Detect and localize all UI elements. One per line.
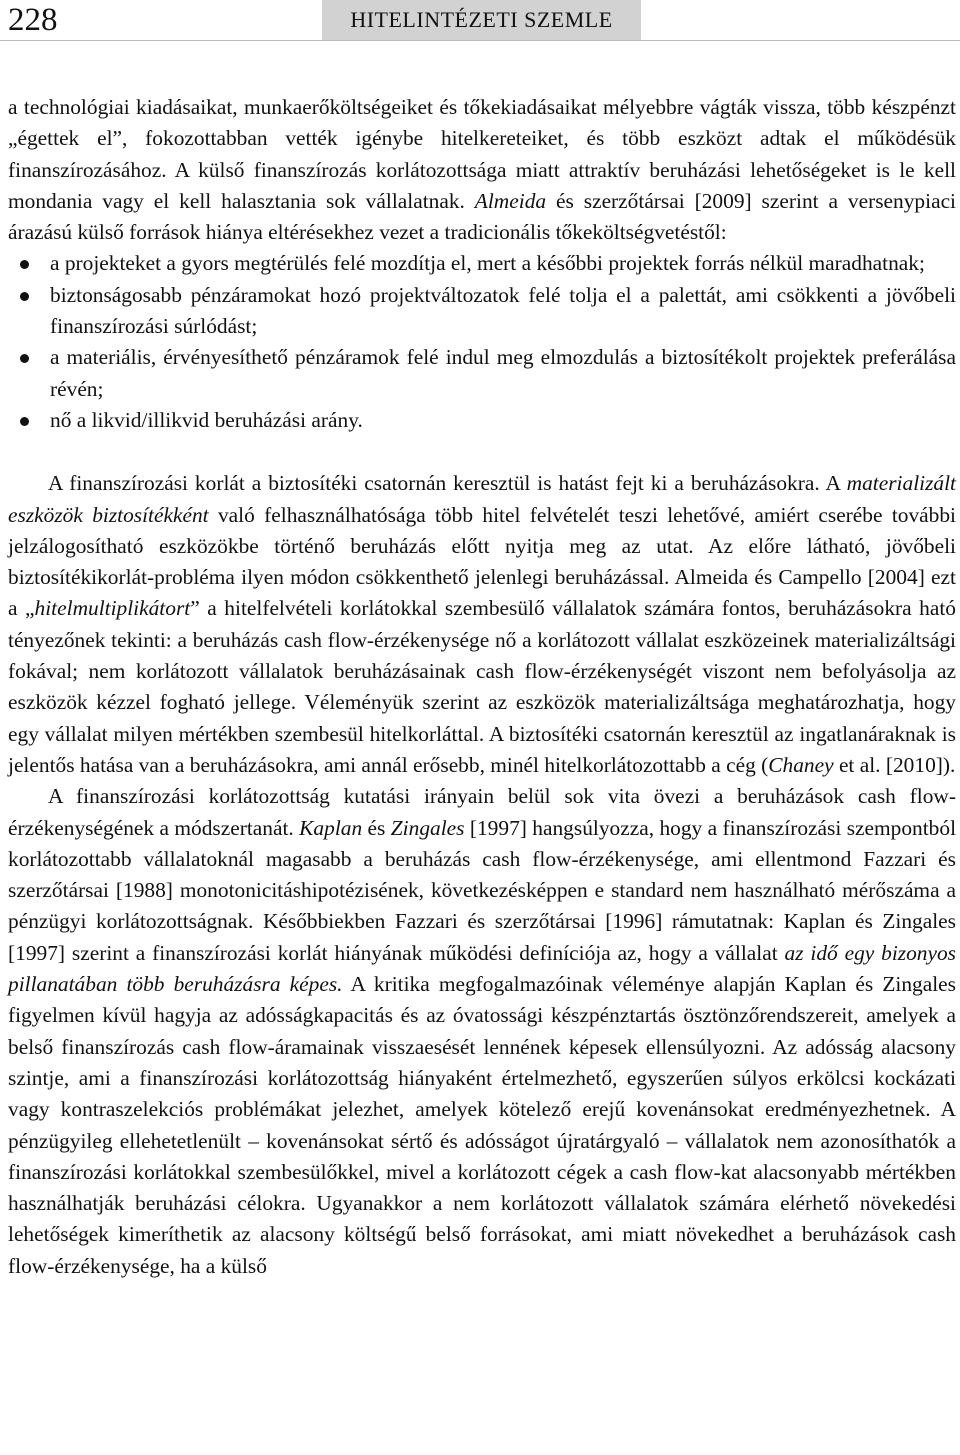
italic-run: Zingales [390,815,465,840]
text-run: [1997] hangsúlyozza, hogy a finanszírozási szempontból korlátozottabb vállalatoknál magasabb a beruházás cash flow-érzékenysége, ami ellentmond Fazzari és szerzőtársai [1988] monotonicitáshipotézisének, következésképpen e standard nem használható mérőszáma a pénzügyi korlátozottságnak. Későbbiekben Fazzari és szerzőtársai [1996] rámutatnak: Kaplan és Zingales [1997] szerint a finanszírozási korlát hiányának működési definíciója az, hogy a vállalat [8,815,957,965]
list-item [8,342,956,405]
paragraph-collateral-channel [8,468,956,781]
text-run: A kritika megfogalmazóinak véleménye alapján Kaplan és Zingales figyelmen kívül hagyja az adósságkapacitás és az óvatossági készpénztartás ösztönzőrendszereit, amelyek a belső finanszírozás cash flow-áramainak visszaesését lennének képesek ellensúlyozni. Az adósság alacsony szintje, ami a finanszírozási korlátozottság hiányaként értelmezhető, egyszerűen súlyos erkölcsi kockázati vagy kontraszelekciós problémákat jelezhet, amelyek kötelező erejű kovenánsokat eredményezhetnek. A pénzügyileg ellehetetlenült – kovenánsokat sértő és adósságot újratárgyaló – vállalatok nem azonosíthatók a finanszírozási korlátokkal szembesülőkkel, mivel a korlátozott cégek a cash flow-kat alacsonyabb mértékben használhatják beruházási célokra. Ugyanakkor a nem korlátozott vállalatok számára elérhető növekedési lehetőségek kimeríthetik az alacsony költségű belső forrásokat, ami miatt növekedhet a beruházások cash flow-érzékenysége, ha a külső [8,972,956,1278]
journal-title: HITELINTÉZETI SZEMLE [350,7,613,32]
bullet-icon [20,417,29,426]
article-body [8,92,956,1282]
paragraph-intro [8,92,956,248]
running-header [322,0,641,40]
text-run: et al. [2010]). [833,752,956,777]
text-run: és [362,815,391,840]
italic-run: hitelmultiplikátort [34,596,191,621]
text-run: A finanszírozási korlát a biztosítéki csatornán keresztül is hatást fejt ki a beruházásokra. A [48,471,847,496]
list-item-text: biztonságosabb pénzáramokat hozó projektváltozatok felé tolja el a palettát, ami csökkenti a jövőbeli finanszírozási súrlódást; [50,282,956,339]
intro-text: a technológiai kiadásaikat, munkaerőköltségeiket és tőkekiadásaikat mélyebbre vágták vissza, több készpénzt „égettek el”, fokozottabban vették igénybe hitelkereteiket, és több eszközt adtak el működésük finanszírozásához. A külső finanszírozás korlátozottsága miatt attraktív beruházási lehetőségeket is le kell mondania vagy el kell halasztania sok vállalatnak. [8,95,956,213]
paragraph-methodology-debate [8,781,956,1282]
list-item-text: a projekteket a gyors megtérülés felé mozdítja el, mert a későbbi projektek forrás nélkül maradhatnak; [50,251,925,276]
header-divider [0,40,960,41]
text-run: való felhasználhatósága több hitel felvételét teszi lehetővé, amiért cserébe további jelzálogosítható eszközökbe történő beruházás előtt nyitja meg az utat. Az előre látható, jövőbeli biztosítékikorlát-probléma ilyen módon csökkenthető jelenlegi beruházással. Almeida és Campello [2004] ezt a „ [8,502,956,621]
bullet-icon [20,354,29,363]
page-number: 228 [8,2,58,38]
text-run: ” a hitelfelvételi korlátokkal szembesülő vállalatok számára fontos, beruházásokra ható tényezőnek tekinti: a beruházás cash flow-érzékenysége nő a korlátozott vállalat eszközeinek materializáltsági fokával; nem korlátozott vállalatok beruházásainak cash flow-érzékenységét viszont nem befolyásolja az eszközök kézzel fogható jellege. Véleményük szerint az eszközök materializáltsága meghatározhatja, hogy egy vállalat milyen mértékben szembesül hitelkorláttal. A biztosítéki csatornán keresztül az ingatlanáraknak is jelentős hatása van a beruházásokra, ami annál erősebb, minél hitelkorlátozottabb a cég ( [8,596,957,777]
list-item [8,405,956,436]
list-item [8,280,956,343]
italic-run: Chaney [768,752,834,777]
italic-run: az idő egy bizonyos pillanatában több beruházásra képes. [8,940,956,997]
list-item-text: a materiális, érvényesíthető pénzáramok felé indul meg elmozdulás a biztosítékolt projektek preferálása révén; [50,345,956,401]
paragraph-gap [8,436,956,468]
list-item-text: nő a likvid/illikvid beruházási arány. [50,407,363,432]
list-item [8,248,956,279]
bullet-icon [20,292,29,301]
text-run: A finanszírozási korlátozottság kutatási irányain belül sok vita övezi a beruházások cash flow-érzékenységének a módszertanát. [8,784,956,840]
intro-text-rest: és szerzőtársai [2009] szerint a versenypiaci árazású külső források hiánya eltérésekhez vezet a tradicionális tőkeköltségvetéstől: [8,188,957,245]
italic-run: materializált eszközök biztosítékként [8,471,956,527]
intro-author-italic: Almeida [474,188,547,213]
bullet-list [8,248,956,436]
italic-run: Kaplan [299,815,363,840]
bullet-icon [20,260,29,269]
